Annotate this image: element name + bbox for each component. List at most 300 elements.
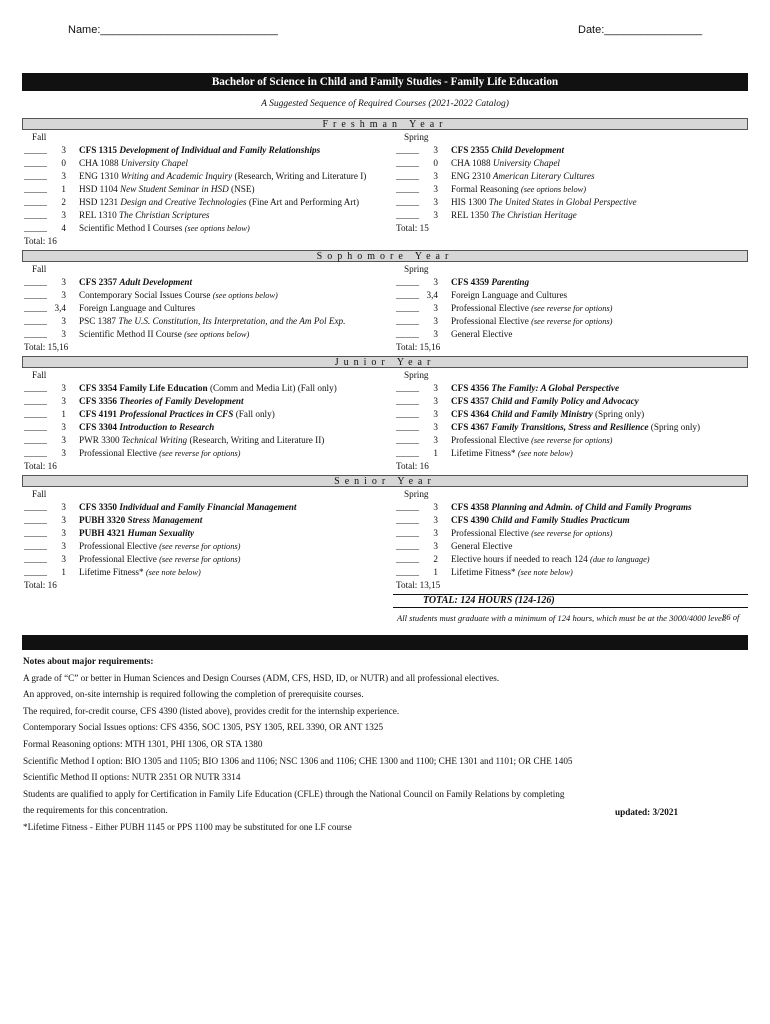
grade-blank[interactable]: _____ xyxy=(396,210,419,220)
semester-label: Spring xyxy=(404,264,429,274)
course-title: Parenting xyxy=(491,277,530,287)
course-row xyxy=(396,302,756,315)
grade-blank[interactable]: _____ xyxy=(24,383,47,393)
course-name xyxy=(438,434,612,447)
course-note: (Fall only) xyxy=(235,409,275,419)
spring-semester xyxy=(396,488,756,592)
credit-hours: 3 xyxy=(61,435,66,445)
course-name xyxy=(66,514,202,527)
course-title: Human Sexuality xyxy=(127,528,195,538)
course-name xyxy=(66,447,240,460)
credit-hours: 3 xyxy=(433,435,438,445)
course-row xyxy=(396,540,756,553)
course-name xyxy=(66,183,255,196)
page-indicator: 36 of xyxy=(722,612,740,622)
course-note: (Fine Art and Performing Art) xyxy=(248,197,360,207)
course-code: CFS 2355 xyxy=(451,145,490,155)
year-header: Junior Year xyxy=(22,356,748,368)
course-code: ENG 2310 xyxy=(451,171,491,181)
course-row xyxy=(24,183,384,196)
credit-hours: 3 xyxy=(61,329,66,339)
course-title: (see reverse for options) xyxy=(531,317,613,326)
grade-blank[interactable]: _____ xyxy=(24,223,47,233)
course-code: CFS 3304 xyxy=(79,422,118,432)
year-header: Sophomore Year xyxy=(22,250,748,262)
document-subtitle: A Suggested Sequence of Required Courses (2021-2022 Catalog) xyxy=(261,99,509,109)
note-line: the requirements for this concentration. xyxy=(23,805,168,816)
course-code: CFS 4364 xyxy=(451,409,490,419)
course-row xyxy=(396,527,756,540)
credit-hours: 3 xyxy=(61,316,66,326)
grade-blank[interactable]: _____ xyxy=(396,422,419,432)
credit-hours: 1 xyxy=(433,448,438,458)
course-name xyxy=(66,222,250,235)
course-row xyxy=(396,514,756,527)
course-name xyxy=(438,566,573,579)
credit-hours: 3 xyxy=(61,502,66,512)
course-code: CFS 4357 xyxy=(451,396,490,406)
course-code: CFS 4367 xyxy=(451,422,490,432)
course-title: Child and Family Studies Practicum xyxy=(491,515,630,525)
credit-hours: 3 xyxy=(61,290,66,300)
course-row xyxy=(24,421,384,434)
course-row xyxy=(396,157,756,170)
course-code: HSD 1231 xyxy=(79,197,119,207)
course-code: CFS 4356 xyxy=(451,383,490,393)
course-row xyxy=(396,276,756,289)
course-code: PUBH 3320 xyxy=(79,515,126,525)
course-name xyxy=(66,382,337,395)
course-row xyxy=(24,553,384,566)
semester-label: Fall xyxy=(32,264,47,274)
note-line: An approved, on-site internship is required following the completion of prerequisite courses. xyxy=(23,689,364,700)
grade-blank[interactable]: _____ xyxy=(396,277,419,287)
course-row xyxy=(24,395,384,408)
grade-blank[interactable]: _____ xyxy=(396,197,419,207)
grade-blank[interactable]: _____ xyxy=(24,567,47,577)
spring-semester xyxy=(396,369,756,473)
course-title: The Christian Scriptures xyxy=(118,210,210,220)
course-name xyxy=(438,157,560,170)
course-title: The United States in Global Perspective xyxy=(488,197,637,207)
credit-hours: 3 xyxy=(433,171,438,181)
course-code: Elective hours if needed to reach 124 xyxy=(451,554,588,564)
course-title: Family Transitions, Stress and Resilience xyxy=(491,422,649,432)
credit-hours: 3 xyxy=(61,448,66,458)
course-row xyxy=(24,382,384,395)
course-code: CFS 3356 xyxy=(79,396,118,406)
course-row xyxy=(24,408,384,421)
course-row xyxy=(396,196,756,209)
note-line: Students are qualified to apply for Certification in Family Life Education (CFLE) through the National Council on Family Relations by completing xyxy=(23,788,565,799)
course-title: Writing and Academic Inquiry xyxy=(120,171,233,181)
course-code: CFS 3350 xyxy=(79,502,118,512)
course-name xyxy=(66,408,275,421)
course-row xyxy=(24,289,384,302)
course-name xyxy=(66,553,240,566)
credit-hours: 1 xyxy=(61,409,66,419)
course-name xyxy=(66,209,210,222)
year-header: Freshman Year xyxy=(22,118,748,130)
document-title: Bachelor of Science in Child and Family Studies - Family Life Education xyxy=(22,73,748,91)
note-line: Scientific Method I option: BIO 1305 and 1105; BIO 1306 and 1106; NSC 1306 and 1106; CHE 1300 and 1100; CHE 1301 and 1101; OR CHE 1405 xyxy=(23,755,573,766)
course-name xyxy=(438,196,637,209)
course-name xyxy=(438,209,577,222)
course-row xyxy=(396,553,756,566)
grade-blank[interactable]: _____ xyxy=(24,541,47,551)
grade-blank[interactable]: _____ xyxy=(396,502,419,512)
grade-blank[interactable]: _____ xyxy=(396,528,419,538)
semester-total: Total: 13,15 xyxy=(396,580,441,590)
course-name xyxy=(438,328,512,341)
name-field-label: Name:_____________________________ xyxy=(68,24,278,36)
course-name xyxy=(66,434,324,447)
credit-hours: 3 xyxy=(433,210,438,220)
grade-blank[interactable]: _____ xyxy=(24,396,47,406)
course-row xyxy=(396,183,756,196)
course-row xyxy=(396,447,756,460)
credit-hours: 3 xyxy=(433,383,438,393)
course-title: Child and Family Policy and Advocacy xyxy=(491,396,639,406)
course-name xyxy=(66,157,188,170)
grade-blank[interactable]: _____ xyxy=(24,502,47,512)
fall-semester xyxy=(24,369,384,473)
course-note: (Spring only) xyxy=(594,409,645,419)
course-code: Professional Elective xyxy=(451,316,529,326)
grade-blank[interactable]: _____ xyxy=(396,184,419,194)
grade-blank[interactable]: _____ xyxy=(24,277,47,287)
course-name xyxy=(438,170,595,183)
course-name xyxy=(66,144,320,157)
credit-hours: 3 xyxy=(433,303,438,313)
grade-blank[interactable]: _____ xyxy=(396,171,419,181)
course-row xyxy=(24,540,384,553)
course-name xyxy=(66,196,359,209)
year-header: Senior Year xyxy=(22,475,748,487)
credit-hours: 3 xyxy=(61,396,66,406)
grade-blank[interactable]: _____ xyxy=(396,145,419,155)
course-row xyxy=(24,209,384,222)
course-name xyxy=(438,302,612,315)
grade-blank[interactable]: _____ xyxy=(396,409,419,419)
credit-hours: 1 xyxy=(433,567,438,577)
course-title: (see options below) xyxy=(184,330,250,339)
total-hours: TOTAL: 124 HOURS (124-126) xyxy=(393,594,748,608)
grade-blank[interactable]: _____ xyxy=(396,329,419,339)
course-name xyxy=(66,540,240,553)
course-code: Professional Elective xyxy=(451,435,529,445)
course-name xyxy=(438,315,612,328)
course-title: (see note below) xyxy=(145,568,201,577)
semester-label: Spring xyxy=(404,370,429,380)
course-note: (Research, Writing and Literature II) xyxy=(189,435,325,445)
course-name xyxy=(66,501,296,514)
grade-blank[interactable]: _____ xyxy=(24,316,47,326)
grade-blank[interactable]: _____ xyxy=(396,567,419,577)
course-row xyxy=(24,276,384,289)
course-code: PWR 3300 xyxy=(79,435,120,445)
course-code: Lifetime Fitness* xyxy=(451,567,516,577)
grade-blank[interactable]: _____ xyxy=(396,541,419,551)
grade-blank[interactable]: _____ xyxy=(24,197,47,207)
course-row xyxy=(24,527,384,540)
grade-blank[interactable]: _____ xyxy=(396,435,419,445)
course-title: (see options below) xyxy=(520,185,587,194)
note-line: A grade of “C” or better in Human Sciences and Design Courses (ADM, CFS, HSD, ID, or NUTR) and all professional electives. xyxy=(23,672,500,683)
course-name xyxy=(66,395,244,408)
course-title: (due to language) xyxy=(590,555,650,564)
semester-label: Spring xyxy=(404,132,429,142)
credit-hours: 3 xyxy=(433,502,438,512)
course-row xyxy=(24,514,384,527)
course-title: Professional Practices in CFS xyxy=(119,409,234,419)
course-title: Introduction to Research xyxy=(119,422,215,432)
course-row xyxy=(24,434,384,447)
credit-hours: 3 xyxy=(61,383,66,393)
semester-label: Fall xyxy=(32,370,47,380)
semester-total: Total: 16 xyxy=(24,461,57,471)
course-name xyxy=(66,421,214,434)
course-title: (see note below) xyxy=(517,449,573,458)
credit-hours: 3 xyxy=(433,197,438,207)
course-code: General Elective xyxy=(451,329,513,339)
course-code: Foreign Language and Cultures xyxy=(79,303,196,313)
course-note: (Spring only) xyxy=(650,422,701,432)
course-row xyxy=(24,144,384,157)
credit-hours: 3,4 xyxy=(426,290,438,300)
course-code: Foreign Language and Cultures xyxy=(451,290,568,300)
course-name xyxy=(438,144,564,157)
course-code: Professional Elective xyxy=(79,448,157,458)
course-row xyxy=(24,566,384,579)
course-name xyxy=(66,276,192,289)
note-line: Formal Reasoning options: MTH 1301, PHI 1306, OR STA 1380 xyxy=(23,738,263,749)
course-row xyxy=(396,382,756,395)
grade-blank[interactable]: _____ xyxy=(396,554,419,564)
course-name xyxy=(438,527,612,540)
course-title: Design and Creative Technologies xyxy=(120,197,247,207)
credit-hours: 3 xyxy=(433,396,438,406)
credit-hours: 2 xyxy=(433,554,438,564)
semester-total: Total: 15 xyxy=(396,223,429,233)
grade-blank[interactable]: _____ xyxy=(396,303,419,313)
course-code: CFS 4390 xyxy=(451,515,490,525)
course-note: (Research, Writing and Literature I) xyxy=(234,171,367,181)
course-name xyxy=(438,395,639,408)
course-name xyxy=(438,183,586,196)
course-title: (see note below) xyxy=(517,568,573,577)
grade-blank[interactable]: _____ xyxy=(396,448,419,458)
course-title: University Chapel xyxy=(120,158,188,168)
fall-semester xyxy=(24,488,384,592)
course-row xyxy=(24,447,384,460)
course-title: Planning and Admin. of Child and Family Programs xyxy=(491,502,692,512)
course-code: HSD 1104 xyxy=(79,184,118,194)
grade-blank[interactable]: _____ xyxy=(24,329,47,339)
credit-hours: 3 xyxy=(61,515,66,525)
course-title: (see reverse for options) xyxy=(531,529,613,538)
semester-total: Total: 16 xyxy=(24,580,57,590)
course-code: Lifetime Fitness* xyxy=(451,448,516,458)
grade-blank[interactable]: _____ xyxy=(24,145,47,155)
credit-hours: 4 xyxy=(61,223,66,233)
grade-blank[interactable]: _____ xyxy=(24,303,47,313)
course-title: Individual and Family Financial Management xyxy=(119,502,297,512)
grade-blank[interactable]: _____ xyxy=(24,409,47,419)
fall-semester xyxy=(24,131,384,248)
grade-blank[interactable]: _____ xyxy=(24,184,47,194)
course-code: Scientific Method I Courses xyxy=(79,223,183,233)
spring-semester xyxy=(396,263,756,354)
credit-hours: 1 xyxy=(61,184,66,194)
course-code: Professional Elective xyxy=(451,303,529,313)
grade-blank[interactable]: _____ xyxy=(396,515,419,525)
course-row xyxy=(24,170,384,183)
course-code: Professional Elective xyxy=(79,554,157,564)
credit-hours: 3 xyxy=(433,277,438,287)
credit-hours: 3 xyxy=(61,528,66,538)
course-row xyxy=(396,408,756,421)
course-row xyxy=(24,315,384,328)
grade-blank[interactable]: _____ xyxy=(24,210,47,220)
credit-hours: 3 xyxy=(61,210,66,220)
credit-hours: 2 xyxy=(61,197,66,207)
course-row xyxy=(24,302,384,315)
course-row xyxy=(396,170,756,183)
course-row xyxy=(396,395,756,408)
course-code: HIS 1300 xyxy=(451,197,487,207)
grade-blank[interactable]: _____ xyxy=(24,290,47,300)
semester-total: Total: 15,16 xyxy=(396,342,441,352)
semester-label: Fall xyxy=(32,489,47,499)
course-title: Theories of Family Development xyxy=(119,396,244,406)
course-row xyxy=(24,157,384,170)
note-line: *Lifetime Fitness - Either PUBH 1145 or PPS 1100 may be substituted for one LF course xyxy=(23,821,352,832)
course-row xyxy=(396,434,756,447)
course-code: CHA 1088 xyxy=(79,158,119,168)
credit-hours: 3 xyxy=(61,422,66,432)
grade-blank[interactable]: _____ xyxy=(24,422,47,432)
course-name xyxy=(66,328,249,341)
course-title: The U.S. Constitution, Its Interpretation, and the Am Pol Exp. xyxy=(118,316,346,326)
credit-hours: 3 xyxy=(61,541,66,551)
course-name xyxy=(438,553,650,566)
grade-blank[interactable]: _____ xyxy=(24,448,47,458)
course-code: CFS 4358 xyxy=(451,502,490,512)
course-row xyxy=(396,289,756,302)
credit-hours: 1 xyxy=(61,567,66,577)
course-row xyxy=(396,209,756,222)
grade-blank[interactable]: _____ xyxy=(396,290,419,300)
grade-blank[interactable]: _____ xyxy=(396,383,419,393)
course-name xyxy=(438,514,630,527)
course-row xyxy=(396,566,756,579)
course-code: Lifetime Fitness* xyxy=(79,567,144,577)
course-code: Professional Elective xyxy=(79,541,157,551)
course-code: CFS 2357 xyxy=(79,277,118,287)
graduation-note: All students must graduate with a minimum of 124 hours, which must be at the 3000/4000 level. xyxy=(397,613,727,623)
course-title: Family Life Education xyxy=(119,383,208,393)
course-name xyxy=(66,527,194,540)
grade-blank[interactable]: _____ xyxy=(24,515,47,525)
grade-blank[interactable]: _____ xyxy=(24,158,47,168)
course-name xyxy=(438,501,692,514)
semester-total: Total: 16 xyxy=(24,236,57,246)
course-code: ENG 1310 xyxy=(79,171,119,181)
course-note: (Comm and Media Lit) (Fall only) xyxy=(209,383,337,393)
course-name xyxy=(438,382,619,395)
course-title: Stress Management xyxy=(127,515,203,525)
credit-hours: 3 xyxy=(61,277,66,287)
credit-hours: 3,4 xyxy=(54,303,66,313)
course-code: CFS 1315 xyxy=(79,145,118,155)
course-title: Development of Individual and Family Relationships xyxy=(119,145,321,155)
grade-blank[interactable]: _____ xyxy=(24,554,47,564)
credit-hours: 3 xyxy=(433,409,438,419)
course-title: American Literary Cultures xyxy=(492,171,595,181)
course-title: (see options below) xyxy=(184,224,250,233)
course-name xyxy=(66,315,345,328)
credit-hours: 3 xyxy=(433,145,438,155)
course-note: (NSE) xyxy=(231,184,255,194)
course-title: The Christian Heritage xyxy=(490,210,577,220)
grade-blank[interactable]: _____ xyxy=(24,528,47,538)
course-title: (see reverse for options) xyxy=(159,555,241,564)
course-title: (see reverse for options) xyxy=(159,449,241,458)
course-name xyxy=(66,170,366,183)
course-code: Scientific Method II Course xyxy=(79,329,182,339)
course-title: The Family: A Global Perspective xyxy=(491,383,620,393)
course-code: PUBH 4321 xyxy=(79,528,126,538)
course-name xyxy=(66,302,195,315)
course-row xyxy=(396,328,756,341)
course-row xyxy=(396,315,756,328)
semester-label: Spring xyxy=(404,489,429,499)
credit-hours: 3 xyxy=(433,515,438,525)
grade-blank[interactable]: _____ xyxy=(396,396,419,406)
course-title: University Chapel xyxy=(492,158,560,168)
credit-hours: 3 xyxy=(61,171,66,181)
credit-hours: 3 xyxy=(61,554,66,564)
course-code: REL 1310 xyxy=(79,210,117,220)
note-line: Scientific Method II options: NUTR 2351 OR NUTR 3314 xyxy=(23,772,241,783)
course-name xyxy=(438,447,573,460)
course-row xyxy=(396,144,756,157)
semester-label: Fall xyxy=(32,132,47,142)
grade-blank[interactable]: _____ xyxy=(24,171,47,181)
fall-semester xyxy=(24,263,384,354)
credit-hours: 3 xyxy=(433,528,438,538)
course-name xyxy=(438,289,567,302)
grade-blank[interactable]: _____ xyxy=(396,316,419,326)
course-code: Formal Reasoning xyxy=(451,184,519,194)
course-code: Professional Elective xyxy=(451,528,529,538)
course-code: CFS 4191 xyxy=(79,409,118,419)
course-title: Child Development xyxy=(491,145,565,155)
grade-blank[interactable]: _____ xyxy=(24,435,47,445)
course-title: (see reverse for options) xyxy=(159,542,241,551)
grade-blank[interactable]: _____ xyxy=(396,158,419,168)
spring-semester xyxy=(396,131,756,235)
course-name xyxy=(438,276,529,289)
course-code: REL 1350 xyxy=(451,210,489,220)
course-code: CFS 3354 xyxy=(79,383,118,393)
credit-hours: 3 xyxy=(433,329,438,339)
course-name xyxy=(438,421,700,434)
date-field-label: Date:________________ xyxy=(578,24,703,36)
updated-date: updated: 3/2021 xyxy=(615,807,679,817)
course-row xyxy=(396,421,756,434)
